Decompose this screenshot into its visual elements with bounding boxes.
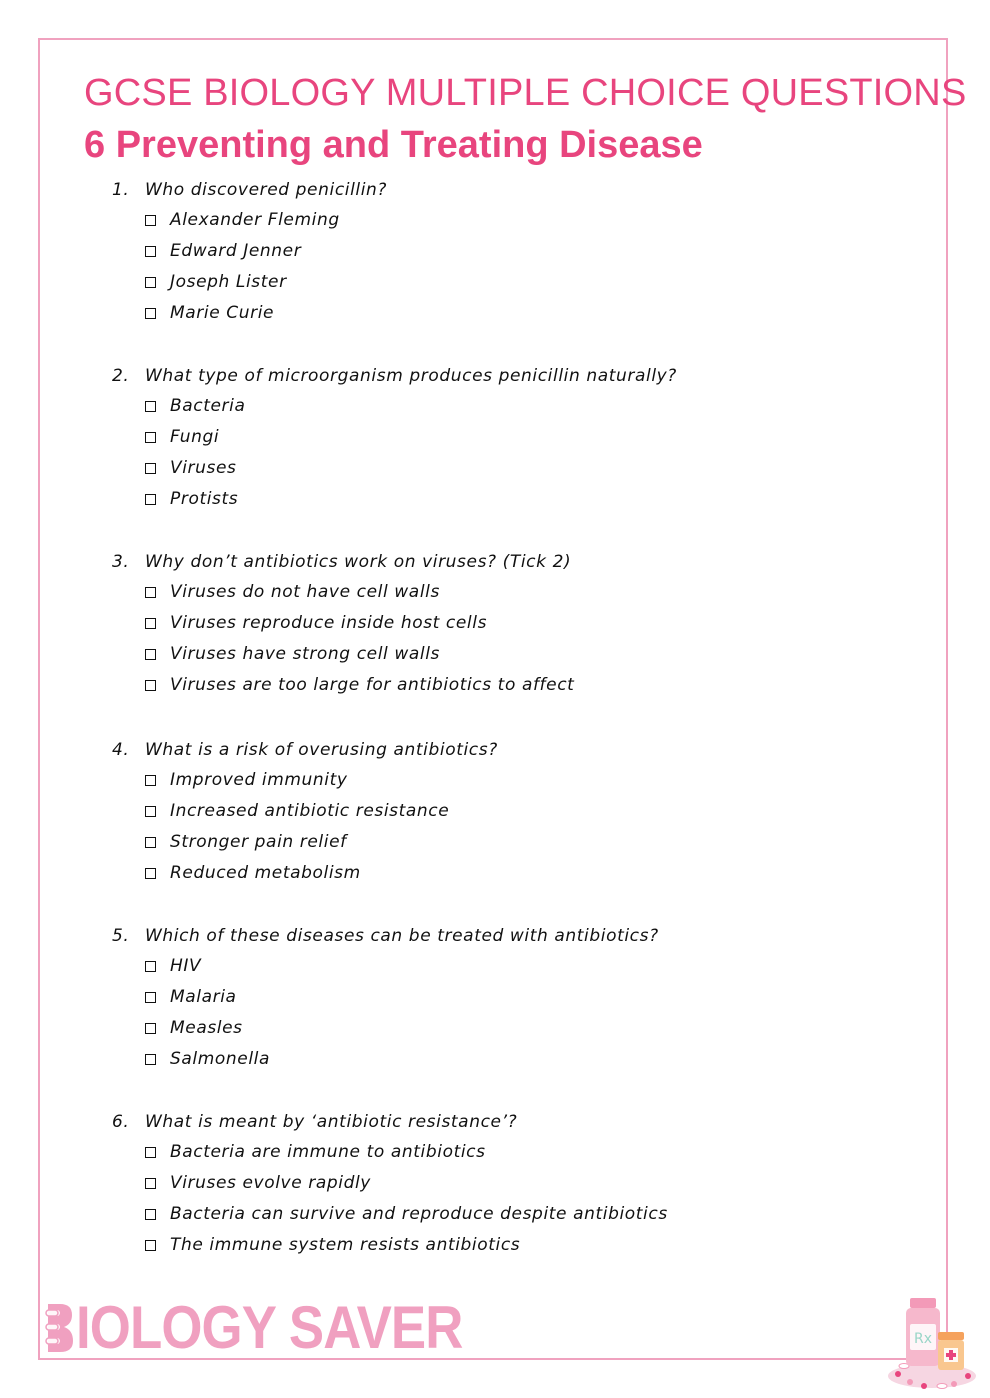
option-label: Viruses xyxy=(170,458,237,478)
answer-option[interactable] xyxy=(145,391,912,422)
answer-option[interactable] xyxy=(145,670,912,701)
question-text xyxy=(112,735,912,765)
checkbox-icon[interactable] xyxy=(145,215,156,226)
answer-option[interactable] xyxy=(145,608,912,639)
biology-saver-logo xyxy=(44,1294,515,1361)
option-label: Viruses have strong cell walls xyxy=(170,644,440,664)
answer-option[interactable] xyxy=(145,1230,912,1261)
question-5 xyxy=(112,921,912,1075)
option-label: Bacteria are immune to antibiotics xyxy=(170,1142,486,1162)
question-prompt: Who discovered penicillin? xyxy=(145,180,388,200)
question-number: 5. xyxy=(112,926,130,946)
option-label: Reduced metabolism xyxy=(170,863,361,883)
answer-option[interactable] xyxy=(145,827,912,858)
option-label: Viruses reproduce inside host cells xyxy=(170,613,488,633)
option-label: Salmonella xyxy=(170,1049,270,1069)
answer-option[interactable] xyxy=(145,236,912,267)
question-prompt: What type of microorganism produces penicillin naturally? xyxy=(145,366,677,386)
page-subtitle: 6 Preventing and Treating Disease xyxy=(84,124,703,166)
dna-b-icon xyxy=(44,1300,74,1356)
question-number: 6. xyxy=(112,1112,130,1132)
question-6 xyxy=(112,1107,912,1261)
rx-label: Rx xyxy=(914,1331,933,1347)
checkbox-icon[interactable] xyxy=(145,618,156,629)
checkbox-icon[interactable] xyxy=(145,587,156,598)
answer-option[interactable] xyxy=(145,1168,912,1199)
checkbox-icon[interactable] xyxy=(145,494,156,505)
checkbox-icon[interactable] xyxy=(145,775,156,786)
checkbox-icon[interactable] xyxy=(145,868,156,879)
answer-option[interactable] xyxy=(145,1044,912,1075)
option-label: Viruses evolve rapidly xyxy=(170,1173,371,1193)
question-text xyxy=(112,361,912,391)
checkbox-icon[interactable] xyxy=(145,246,156,257)
option-label: Fungi xyxy=(170,427,220,447)
checkbox-icon[interactable] xyxy=(145,308,156,319)
checkbox-icon[interactable] xyxy=(145,992,156,1003)
option-label: Marie Curie xyxy=(170,303,275,323)
checkbox-icon[interactable] xyxy=(145,432,156,443)
answer-option[interactable] xyxy=(145,298,912,329)
answer-option[interactable] xyxy=(145,1013,912,1044)
option-label: The immune system resists antibiotics xyxy=(170,1235,521,1255)
question-text xyxy=(112,175,912,205)
answer-option[interactable] xyxy=(145,765,912,796)
answer-option[interactable] xyxy=(145,453,912,484)
question-text xyxy=(112,1107,912,1137)
option-label: Bacteria can survive and reproduce despite antibiotics xyxy=(170,1204,668,1224)
option-label: Improved immunity xyxy=(170,770,348,790)
option-label: Viruses do not have cell walls xyxy=(170,582,440,602)
question-number: 2. xyxy=(112,366,130,386)
answer-option[interactable] xyxy=(145,951,912,982)
answer-option[interactable] xyxy=(145,205,912,236)
checkbox-icon[interactable] xyxy=(145,806,156,817)
question-text xyxy=(112,547,912,577)
option-label: Protists xyxy=(170,489,239,509)
checkbox-icon[interactable] xyxy=(145,277,156,288)
question-1 xyxy=(112,175,912,329)
option-label: Alexander Fleming xyxy=(170,210,340,230)
question-4 xyxy=(112,735,912,889)
page-title: GCSE BIOLOGY MULTIPLE CHOICE QUESTIONS xyxy=(84,72,967,114)
question-3 xyxy=(112,547,912,701)
answer-option[interactable] xyxy=(145,982,912,1013)
question-prompt: What is a risk of overusing antibiotics? xyxy=(145,740,498,760)
option-label: HIV xyxy=(170,956,202,976)
question-number: 1. xyxy=(112,180,130,200)
option-label: Viruses are too large for antibiotics to affect xyxy=(170,675,575,695)
checkbox-icon[interactable] xyxy=(145,837,156,848)
option-label: Increased antibiotic resistance xyxy=(170,801,450,821)
answer-option[interactable] xyxy=(145,796,912,827)
answer-option[interactable] xyxy=(145,1199,912,1230)
medicine-bottles-icon xyxy=(884,1296,980,1392)
question-number: 4. xyxy=(112,740,130,760)
checkbox-icon[interactable] xyxy=(145,1209,156,1220)
option-label: Edward Jenner xyxy=(170,241,302,261)
checkbox-icon[interactable] xyxy=(145,463,156,474)
answer-option[interactable] xyxy=(145,577,912,608)
question-2 xyxy=(112,361,912,515)
checkbox-icon[interactable] xyxy=(145,401,156,412)
answer-option[interactable] xyxy=(145,422,912,453)
checkbox-icon[interactable] xyxy=(145,1240,156,1251)
option-label: Joseph Lister xyxy=(170,272,287,292)
checkbox-icon[interactable] xyxy=(145,1023,156,1034)
checkbox-icon[interactable] xyxy=(145,1147,156,1158)
answer-option[interactable] xyxy=(145,267,912,298)
checkbox-icon[interactable] xyxy=(145,961,156,972)
option-label: Malaria xyxy=(170,987,237,1007)
checkbox-icon[interactable] xyxy=(145,649,156,660)
checkbox-icon[interactable] xyxy=(145,1178,156,1189)
checkbox-icon[interactable] xyxy=(145,680,156,691)
checkbox-icon[interactable] xyxy=(145,1054,156,1065)
question-text xyxy=(112,921,912,951)
question-prompt: Which of these diseases can be treated with antibiotics? xyxy=(145,926,659,946)
answer-option[interactable] xyxy=(145,484,912,515)
question-prompt: What is meant by ‘antibiotic resistance’? xyxy=(145,1112,518,1132)
option-label: Stronger pain relief xyxy=(170,832,347,852)
question-prompt: Why don’t antibiotics work on viruses? (Tick 2) xyxy=(145,552,572,572)
option-label: Bacteria xyxy=(170,396,246,416)
logo-text: IOLOGY SAVER xyxy=(76,1294,463,1361)
answer-option[interactable] xyxy=(145,1137,912,1168)
option-label: Measles xyxy=(170,1018,243,1038)
answer-option[interactable] xyxy=(145,639,912,670)
answer-option[interactable] xyxy=(145,858,912,889)
question-number: 3. xyxy=(112,552,130,572)
